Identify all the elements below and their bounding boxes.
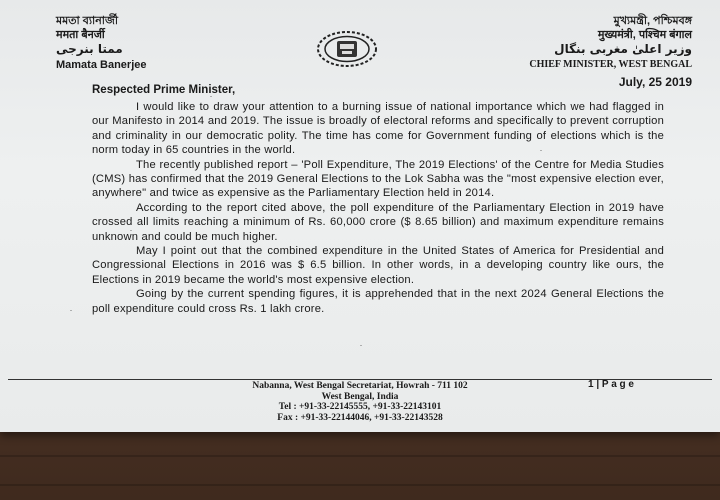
paper-speck: [540, 150, 542, 151]
floor-board-line: [0, 484, 720, 486]
title-bengali: মুখ্যমন্ত্রী, পশ্চিমবঙ্গ: [613, 15, 692, 27]
name-hindi: ममता बैनर्जी: [56, 29, 105, 41]
paper-speck: [210, 96, 212, 97]
letterhead-left: [56, 14, 147, 72]
letter-date: July, 25 2019: [618, 75, 692, 89]
page-number: 1 | P a g e: [588, 379, 634, 390]
footer-address-line1: Nabanna, West Bengal Secretariat, Howrah - 711 102: [252, 381, 468, 391]
paragraph: According to the report cited above, the poll expenditure of the Parliamentary Election in 2019 have crossed all limits reaching a minimum of Rs. 60,000 crore ($ 8.65 billion) and maximum expenditure remains unknown and could be much higher.: [92, 201, 664, 243]
paper-speck: [360, 345, 362, 346]
letterhead-right: [529, 14, 692, 89]
name-english: Mamata Banerjee: [56, 59, 147, 71]
paper-speck: [612, 290, 614, 291]
footer-tel: Tel : +91-33-22145555, +91-33-22143101: [278, 402, 442, 413]
paper-speck: [70, 310, 72, 311]
footer-address: [0, 381, 720, 423]
state-emblem-icon: [316, 30, 378, 68]
title-urdu: وزیر اعلیٰ مغربی بنگال: [554, 42, 692, 56]
paragraph: I would like to draw your attention to a burning issue of national importance which we had flagged in our Manifesto in 2014 and 2019. The issue is broadly of electoral reforms and specifically to prevent corruption and criminality in our democratic polity. The time has come for Government funding of elections which is the norm today in 65 countries in the world.: [92, 101, 664, 157]
paragraph: Going by the current spending figures, it is apprehended that in the next 2024 General Elections the poll expenditure could cross Rs. 1 lakh crore.: [92, 288, 664, 315]
letter-body: [92, 100, 664, 316]
title-english: CHIEF MINISTER, WEST BENGAL: [529, 59, 692, 70]
paper-speck: [130, 230, 132, 231]
paragraph: The recently published report – 'Poll Expenditure, The 2019 Elections' of the Centre for Media Studies (CMS) has confirmed that the 2019 General Elections to the Lok Sabha was the "most expensive election ever, anywhere" and twice as expensive as the Parliamentary Election held in 2014.: [92, 158, 664, 200]
salutation: Respected Prime Minister,: [92, 84, 236, 96]
name-urdu: ممتا بنرجی: [56, 42, 123, 56]
name-bengali: মমতা ব্যানার্জী: [56, 15, 118, 27]
floor-board-line: [0, 455, 720, 457]
footer-fax: Fax : +91-33-22144046, +91-33-22143528: [277, 412, 443, 423]
title-hindi: मुख्यमंत्री, पश्चिम बंगाल: [597, 29, 692, 41]
footer-address-line2: West Bengal, India: [321, 391, 399, 402]
paragraph: May I point out that the combined expenditure in the United States of America for Presidential and Congressional Elections in 2016 was $ 6.5 billion. In other words, in a developing country like ours, the Elections in 2019 became the world's most expensive election.: [92, 245, 664, 286]
